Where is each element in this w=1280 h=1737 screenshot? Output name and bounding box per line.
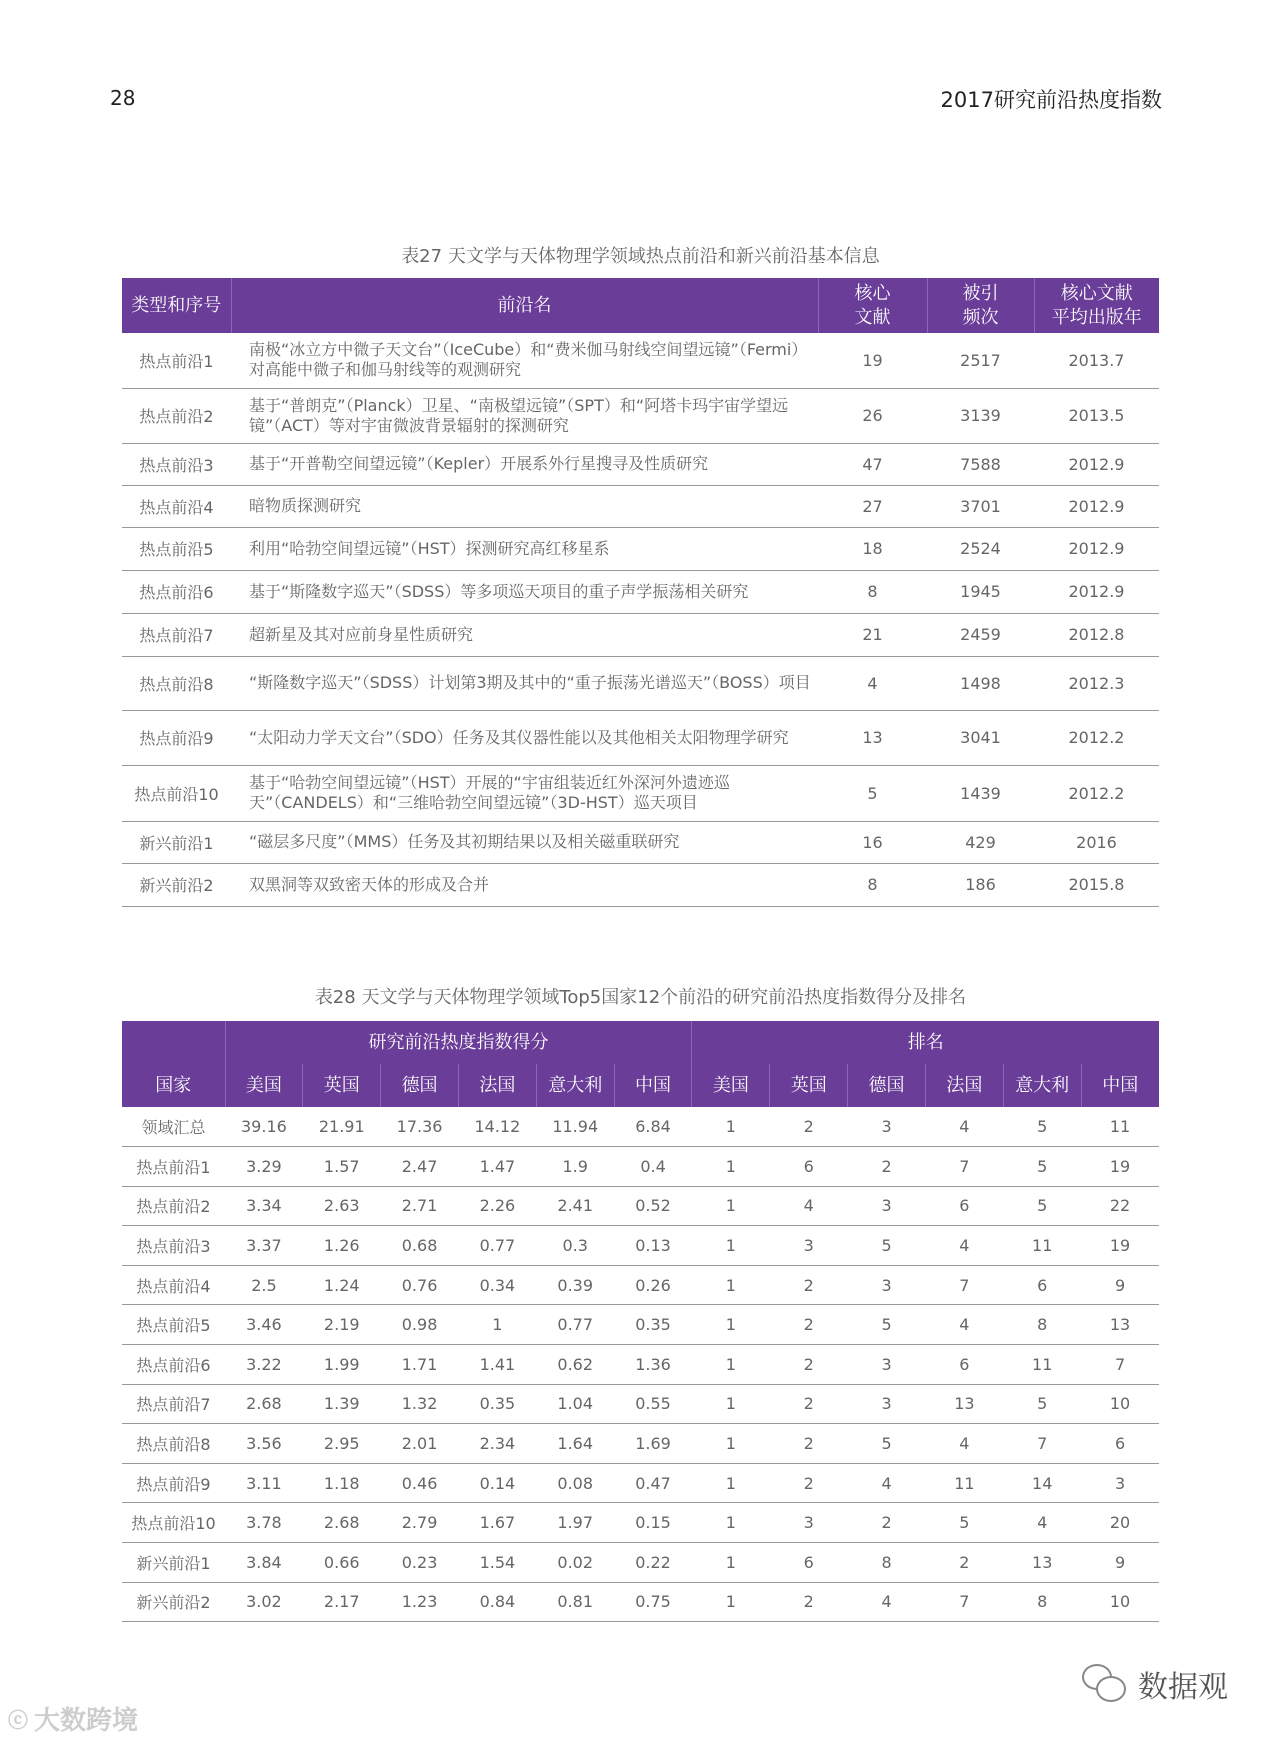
table28-cell: 39.16 [225, 1107, 303, 1147]
table27-cell: 26 [818, 388, 927, 443]
table28-cell: 0.34 [458, 1265, 536, 1305]
table27-cell: 热点前沿9 [122, 710, 231, 765]
table27-cell: 新兴前沿1 [122, 821, 231, 863]
table28-header-cell: 德国 [381, 1064, 459, 1107]
table28-cell: 1.57 [303, 1147, 381, 1187]
table28-header-cell: 英国 [770, 1064, 848, 1107]
table28-cell: 2.71 [381, 1186, 459, 1226]
table28-cell: 0.75 [614, 1582, 692, 1622]
table28-cell: 11 [1081, 1107, 1159, 1147]
table27-cell: 3701 [927, 485, 1034, 527]
table27-cell: 186 [927, 863, 1034, 906]
table28-cell: 0.08 [536, 1463, 614, 1503]
table28-cell: 1 [692, 1582, 770, 1622]
table28-cell: 20 [1081, 1503, 1159, 1543]
table28-cell: 1 [692, 1345, 770, 1385]
table28-cell: 6 [925, 1345, 1003, 1385]
table28-cell: 3 [770, 1503, 848, 1543]
table28-cell: 7 [1081, 1345, 1159, 1385]
table28-cell: 2.95 [303, 1424, 381, 1464]
table28-cell: 0.35 [614, 1305, 692, 1345]
table28-cell: 0.15 [614, 1503, 692, 1543]
table28-cell: 5 [1003, 1384, 1081, 1424]
table28-cell: 热点前沿7 [122, 1384, 225, 1424]
table28-cell: 0.14 [458, 1463, 536, 1503]
table27-caption: 表27 天文学与天体物理学领域热点前沿和新兴前沿基本信息 [401, 246, 880, 267]
table28-cell: 8 [1003, 1582, 1081, 1622]
table27-cell: 热点前沿8 [122, 656, 231, 710]
table28-cell: 6 [1081, 1424, 1159, 1464]
table28-cell: 10 [1081, 1582, 1159, 1622]
table28-cell: 5 [925, 1503, 1003, 1543]
table-row [122, 863, 1159, 906]
table28-header-cell: 美国 [225, 1064, 303, 1107]
table28-cell: 2 [770, 1463, 848, 1503]
table27-cell: 4 [818, 656, 927, 710]
table28-cell: 6 [925, 1186, 1003, 1226]
table28-cell: 13 [925, 1384, 1003, 1424]
table28-cell: 2 [770, 1345, 848, 1385]
watermark-right-text: 数据观 [1138, 1670, 1228, 1705]
table28-cell: 7 [925, 1582, 1003, 1622]
table27-cell: 暗物质探测研究 [231, 485, 818, 527]
table27-cell: 2012.9 [1034, 570, 1159, 613]
table28-cell: 1.26 [303, 1226, 381, 1266]
table28-cell: 4 [925, 1226, 1003, 1266]
table27-header-cell: 被引 频次 [927, 278, 1034, 333]
table28-cell: 7 [925, 1265, 1003, 1305]
table28-cell: 领域汇总 [122, 1107, 225, 1147]
table27-cell: 1439 [927, 765, 1034, 821]
table28-cell: 热点前沿4 [122, 1265, 225, 1305]
table27-cell: 429 [927, 821, 1034, 863]
table28-cell: 3 [848, 1265, 926, 1305]
table28-cell: 2 [770, 1107, 848, 1147]
table28-cell: 1.41 [458, 1345, 536, 1385]
table27-cell: 16 [818, 821, 927, 863]
table27-cell: 2012.9 [1034, 485, 1159, 527]
table27-cell: 热点前沿1 [122, 333, 231, 388]
table-row [122, 333, 1159, 388]
table28-cell: 21.91 [303, 1107, 381, 1147]
table28-cell: 19 [1081, 1147, 1159, 1187]
table28-cell: 7 [1003, 1424, 1081, 1464]
table28-cell: 2.47 [381, 1147, 459, 1187]
table28-header-cell: 英国 [303, 1064, 381, 1107]
table28-cell: 1 [692, 1186, 770, 1226]
table28-cell: 3 [848, 1345, 926, 1385]
table28-cell: 0.26 [614, 1265, 692, 1305]
table-row [122, 1107, 1159, 1147]
table-row [122, 613, 1159, 656]
table27-cell: 2012.9 [1034, 527, 1159, 570]
table28-cell: 0.47 [614, 1463, 692, 1503]
table27-cell: 2524 [927, 527, 1034, 570]
table-row [122, 1147, 1159, 1187]
table28-header-cell: 法国 [925, 1064, 1003, 1107]
table27-cell: 南极“冰立方中微子天文台”（IceCube）和“费米伽马射线空间望远镜”（Fermi）对高能中微子和伽马射线等的观测研究 [231, 333, 818, 388]
group-header-rank: 排名 [692, 1021, 1159, 1064]
table28-cell: 9 [1081, 1265, 1159, 1305]
table28-cell: 4 [925, 1305, 1003, 1345]
table27-cell: 2015.8 [1034, 863, 1159, 906]
table27-cell: 47 [818, 443, 927, 485]
table28-cell: 3.46 [225, 1305, 303, 1345]
table28-cell: 0.22 [614, 1543, 692, 1583]
table28-cell: 3.22 [225, 1345, 303, 1385]
table28-cell: 2.19 [303, 1305, 381, 1345]
table28-cell: 6 [770, 1543, 848, 1583]
table-row [122, 821, 1159, 863]
header-blank [122, 1021, 225, 1064]
table-row [122, 1186, 1159, 1226]
table28-cell: 11 [1003, 1345, 1081, 1385]
table28-cell: 9 [1081, 1543, 1159, 1583]
table28-cell: 0.68 [381, 1226, 459, 1266]
table28-cell: 22 [1081, 1186, 1159, 1226]
watermark-left [8, 1700, 138, 1737]
table28-cell: 11 [925, 1463, 1003, 1503]
table27-cell: 热点前沿10 [122, 765, 231, 821]
table28-cell: 17.36 [381, 1107, 459, 1147]
table28-cell: 3.56 [225, 1424, 303, 1464]
table27-cell: 基于“斯隆数字巡天”（SDSS）等多项巡天项目的重子声学振荡相关研究 [231, 570, 818, 613]
table27-cell: 8 [818, 570, 927, 613]
table28-cell: 2.41 [536, 1186, 614, 1226]
table28-cell: 6 [1003, 1265, 1081, 1305]
table28-cell: 0.13 [614, 1226, 692, 1266]
table28-cell: 2.5 [225, 1265, 303, 1305]
table-row [122, 1305, 1159, 1345]
table28-cell: 1.39 [303, 1384, 381, 1424]
table-row [122, 1226, 1159, 1266]
table27-cell: 2012.2 [1034, 765, 1159, 821]
table27-cell: 2459 [927, 613, 1034, 656]
table28-cell: 0.02 [536, 1543, 614, 1583]
table27-cell: 热点前沿3 [122, 443, 231, 485]
table28-header-cell: 法国 [458, 1064, 536, 1107]
table27-cell: 热点前沿7 [122, 613, 231, 656]
page-header-title: 2017研究前沿热度指数 [940, 88, 1162, 112]
table27-cell: 7588 [927, 443, 1034, 485]
table28-cell: 热点前沿5 [122, 1305, 225, 1345]
table28-cell: 1.47 [458, 1147, 536, 1187]
table28-cell: 热点前沿9 [122, 1463, 225, 1503]
table28-cell: 2 [770, 1424, 848, 1464]
table28-cell: 5 [1003, 1186, 1081, 1226]
table28-cell: 2 [848, 1147, 926, 1187]
table-row [122, 443, 1159, 485]
table-row [122, 1463, 1159, 1503]
table28-cell: 8 [1003, 1305, 1081, 1345]
table28-cell: 1.32 [381, 1384, 459, 1424]
table28-header-cell: 中国 [614, 1064, 692, 1107]
table-row [122, 710, 1159, 765]
table28-cell: 1 [692, 1503, 770, 1543]
table28-cell: 2.68 [225, 1384, 303, 1424]
table27-cell: 热点前沿4 [122, 485, 231, 527]
watermark-right [1082, 1662, 1228, 1706]
table28-cell: 0.35 [458, 1384, 536, 1424]
table28-cell: 1.64 [536, 1424, 614, 1464]
table27-cell: 基于“哈勃空间望远镜”（HST）开展的“宇宙组装近红外深河外遗迹巡天”（CANDELS）和“三维哈勃空间望远镜”（3D-HST）巡天项目 [231, 765, 818, 821]
table28-cell: 2 [770, 1582, 848, 1622]
table28-cell: 1.36 [614, 1345, 692, 1385]
table-row [122, 1265, 1159, 1305]
table28-cell: 1 [692, 1543, 770, 1583]
table28-cell: 0.46 [381, 1463, 459, 1503]
table28-cell: 1 [458, 1305, 536, 1345]
table-row [122, 1503, 1159, 1543]
table28-cell: 6 [770, 1147, 848, 1187]
table27-cell: 2012.9 [1034, 443, 1159, 485]
table28-cell: 0.77 [536, 1305, 614, 1345]
table27-cell: 1945 [927, 570, 1034, 613]
table27-cell: 3139 [927, 388, 1034, 443]
table28-cell: 3.37 [225, 1226, 303, 1266]
table28-cell: 3 [848, 1186, 926, 1226]
table28-cell: 0.23 [381, 1543, 459, 1583]
table28-cell: 0.3 [536, 1226, 614, 1266]
table27-cell: 13 [818, 710, 927, 765]
table28-cell: 5 [1003, 1107, 1081, 1147]
table-row [122, 527, 1159, 570]
table28-cell: 1.24 [303, 1265, 381, 1305]
table-row [122, 1424, 1159, 1464]
table28-cell: 3 [848, 1107, 926, 1147]
table28-cell: 3.11 [225, 1463, 303, 1503]
table28-cell: 3.78 [225, 1503, 303, 1543]
table28-cell: 8 [848, 1543, 926, 1583]
table27-cell: 2517 [927, 333, 1034, 388]
table28-cell: 1.69 [614, 1424, 692, 1464]
table27-cell: 19 [818, 333, 927, 388]
table28-cell: 4 [925, 1424, 1003, 1464]
table27-header-cell: 核心文献 平均出版年 [1034, 278, 1159, 333]
table28-cell: 13 [1003, 1543, 1081, 1583]
table28-cell: 2 [925, 1543, 1003, 1583]
table27-cell: “磁层多尺度”（MMS）任务及其初期结果以及相关磁重联研究 [231, 821, 818, 863]
table28-cell: 1.04 [536, 1384, 614, 1424]
table28-cell: 1.9 [536, 1147, 614, 1187]
table28-cell: 1.97 [536, 1503, 614, 1543]
table28-cell: 3 [848, 1384, 926, 1424]
table27-cell: 热点前沿2 [122, 388, 231, 443]
table27-cell: 27 [818, 485, 927, 527]
table28-header-cell: 美国 [692, 1064, 770, 1107]
group-header-score: 研究前沿热度指数得分 [225, 1021, 692, 1064]
table28-cell: 2.68 [303, 1503, 381, 1543]
table28-cell: 1 [692, 1147, 770, 1187]
table28-header-cell: 德国 [848, 1064, 926, 1107]
table-row [122, 765, 1159, 821]
table28-cell: 1 [692, 1226, 770, 1266]
table27-cell: 新兴前沿2 [122, 863, 231, 906]
table27-cell: 18 [818, 527, 927, 570]
table28-cell: 0.39 [536, 1265, 614, 1305]
table28-header-cell: 意大利 [536, 1064, 614, 1107]
table27-header-cell: 类型和序号 [122, 278, 231, 333]
table28-cell: 热点前沿3 [122, 1226, 225, 1266]
table28-cell: 10 [1081, 1384, 1159, 1424]
table27-cell: 2013.7 [1034, 333, 1159, 388]
table28-cell: 0.66 [303, 1543, 381, 1583]
table-row [122, 1543, 1159, 1583]
watermark-left-text: 大数跨境 [34, 1706, 139, 1736]
table27-cell: 基于“开普勒空间望远镜”（Kepler）开展系外行星搜寻及性质研究 [231, 443, 818, 485]
table28-cell: 14 [1003, 1463, 1081, 1503]
page-number: 28 [110, 86, 136, 110]
table28-caption: 表28 天文学与天体物理学领域Top5国家12个前沿的研究前沿热度指数得分及排名 [314, 987, 967, 1008]
table27-cell: 1498 [927, 656, 1034, 710]
table28-cell: 新兴前沿1 [122, 1543, 225, 1583]
table28-cell: 0.62 [536, 1345, 614, 1385]
table27-cell: 利用“哈勃空间望远镜”（HST）探测研究高红移星系 [231, 527, 818, 570]
table27-cell: “斯隆数字巡天”（SDSS）计划第3期及其中的“重子振荡光谱巡天”（BOSS）项目 [231, 656, 818, 710]
table28-cell: 7 [925, 1147, 1003, 1187]
table28-cell: 13 [1081, 1305, 1159, 1345]
table28-cell: 0.98 [381, 1305, 459, 1345]
table28-cell: 1 [692, 1305, 770, 1345]
table28-cell: 5 [848, 1305, 926, 1345]
table28-header-cell: 意大利 [1003, 1064, 1081, 1107]
table28-cell: 11.94 [536, 1107, 614, 1147]
table28-cell: 1 [692, 1424, 770, 1464]
table28-cell: 2 [770, 1384, 848, 1424]
table28-cell: 1 [692, 1107, 770, 1147]
table28-cell: 1 [692, 1384, 770, 1424]
table28-cell: 0.81 [536, 1582, 614, 1622]
table28-cell: 4 [848, 1463, 926, 1503]
table27-cell: 2012.8 [1034, 613, 1159, 656]
table27-cell: 2012.2 [1034, 710, 1159, 765]
table28-cell: 1.23 [381, 1582, 459, 1622]
table-row [122, 1345, 1159, 1385]
table28-cell: 1.99 [303, 1345, 381, 1385]
table28-cell: 3 [1081, 1463, 1159, 1503]
table-row [122, 485, 1159, 527]
table27-cell: 5 [818, 765, 927, 821]
table27-header-cell: 核心 文献 [818, 278, 927, 333]
table28-cell: 3.29 [225, 1147, 303, 1187]
table27-cell: 双黑洞等双致密天体的形成及合并 [231, 863, 818, 906]
table-row [122, 1582, 1159, 1622]
table28-cell: 1.18 [303, 1463, 381, 1503]
table28-cell: 14.12 [458, 1107, 536, 1147]
table28-cell: 6.84 [614, 1107, 692, 1147]
table28-cell: 2 [770, 1265, 848, 1305]
table28-cell: 0.4 [614, 1147, 692, 1187]
table28-cell: 0.84 [458, 1582, 536, 1622]
table-row [122, 1384, 1159, 1424]
table28-cell: 1.54 [458, 1543, 536, 1583]
table28-cell: 2.63 [303, 1186, 381, 1226]
table27-cell: 基于“普朗克”（Planck）卫星、“南极望远镜”（SPT）和“阿塔卡玛宇宙学望远镜”（ACT）等对宇宙微波背景辐射的探测研究 [231, 388, 818, 443]
table28-cell: 3.84 [225, 1543, 303, 1583]
table28-cell: 热点前沿1 [122, 1147, 225, 1187]
table28-cell: 4 [848, 1582, 926, 1622]
table27-cell: 2013.5 [1034, 388, 1159, 443]
table27-cell: 2016 [1034, 821, 1159, 863]
table-row [122, 656, 1159, 710]
table28 [122, 1021, 1159, 1622]
table28-cell: 2.17 [303, 1582, 381, 1622]
table28-header-cell: 国家 [122, 1064, 225, 1107]
table28-cell: 热点前沿2 [122, 1186, 225, 1226]
table-row [122, 388, 1159, 443]
table28-cell: 1 [692, 1265, 770, 1305]
wechat-icon [1082, 1664, 1130, 1704]
table27-cell: 21 [818, 613, 927, 656]
table28-cell: 2.79 [381, 1503, 459, 1543]
table28-cell: 3 [770, 1226, 848, 1266]
table28-cell: 0.77 [458, 1226, 536, 1266]
table28-cell: 11 [1003, 1226, 1081, 1266]
table28-cell: 热点前沿6 [122, 1345, 225, 1385]
table27-cell: 热点前沿6 [122, 570, 231, 613]
table28-cell: 5 [848, 1424, 926, 1464]
table28-cell: 2.01 [381, 1424, 459, 1464]
table27-cell: 超新星及其对应前身星性质研究 [231, 613, 818, 656]
table28-cell: 热点前沿10 [122, 1503, 225, 1543]
table28-cell: 0.76 [381, 1265, 459, 1305]
table28-header-cell: 中国 [1081, 1064, 1159, 1107]
logo-icon: ⓒ [8, 1708, 28, 1732]
table28-cell: 5 [848, 1226, 926, 1266]
table27-cell: 热点前沿5 [122, 527, 231, 570]
table28-cell: 0.55 [614, 1384, 692, 1424]
table28-cell: 3.02 [225, 1582, 303, 1622]
table28-cell: 1.67 [458, 1503, 536, 1543]
table28-cell: 4 [925, 1107, 1003, 1147]
table28-cell: 5 [1003, 1147, 1081, 1187]
table28-cell: 1.71 [381, 1345, 459, 1385]
table28-cell: 新兴前沿2 [122, 1582, 225, 1622]
table27-header-cell: 前沿名 [231, 278, 818, 333]
table28-cell: 0.52 [614, 1186, 692, 1226]
table28-cell: 2.34 [458, 1424, 536, 1464]
table27-cell: 8 [818, 863, 927, 906]
table27-cell: 2012.3 [1034, 656, 1159, 710]
table28-cell: 19 [1081, 1226, 1159, 1266]
table27-cell: 3041 [927, 710, 1034, 765]
table28-cell: 4 [770, 1186, 848, 1226]
table27-cell: “太阳动力学天文台”（SDO）任务及其仪器性能以及其他相关太阳物理学研究 [231, 710, 818, 765]
table-row [122, 570, 1159, 613]
table28-cell: 2 [848, 1503, 926, 1543]
table28-cell: 2 [770, 1305, 848, 1345]
table28-cell: 热点前沿8 [122, 1424, 225, 1464]
table28-cell: 3.34 [225, 1186, 303, 1226]
table28-cell: 1 [692, 1463, 770, 1503]
table28-cell: 2.26 [458, 1186, 536, 1226]
table28-cell: 4 [1003, 1503, 1081, 1543]
table27 [122, 278, 1159, 907]
